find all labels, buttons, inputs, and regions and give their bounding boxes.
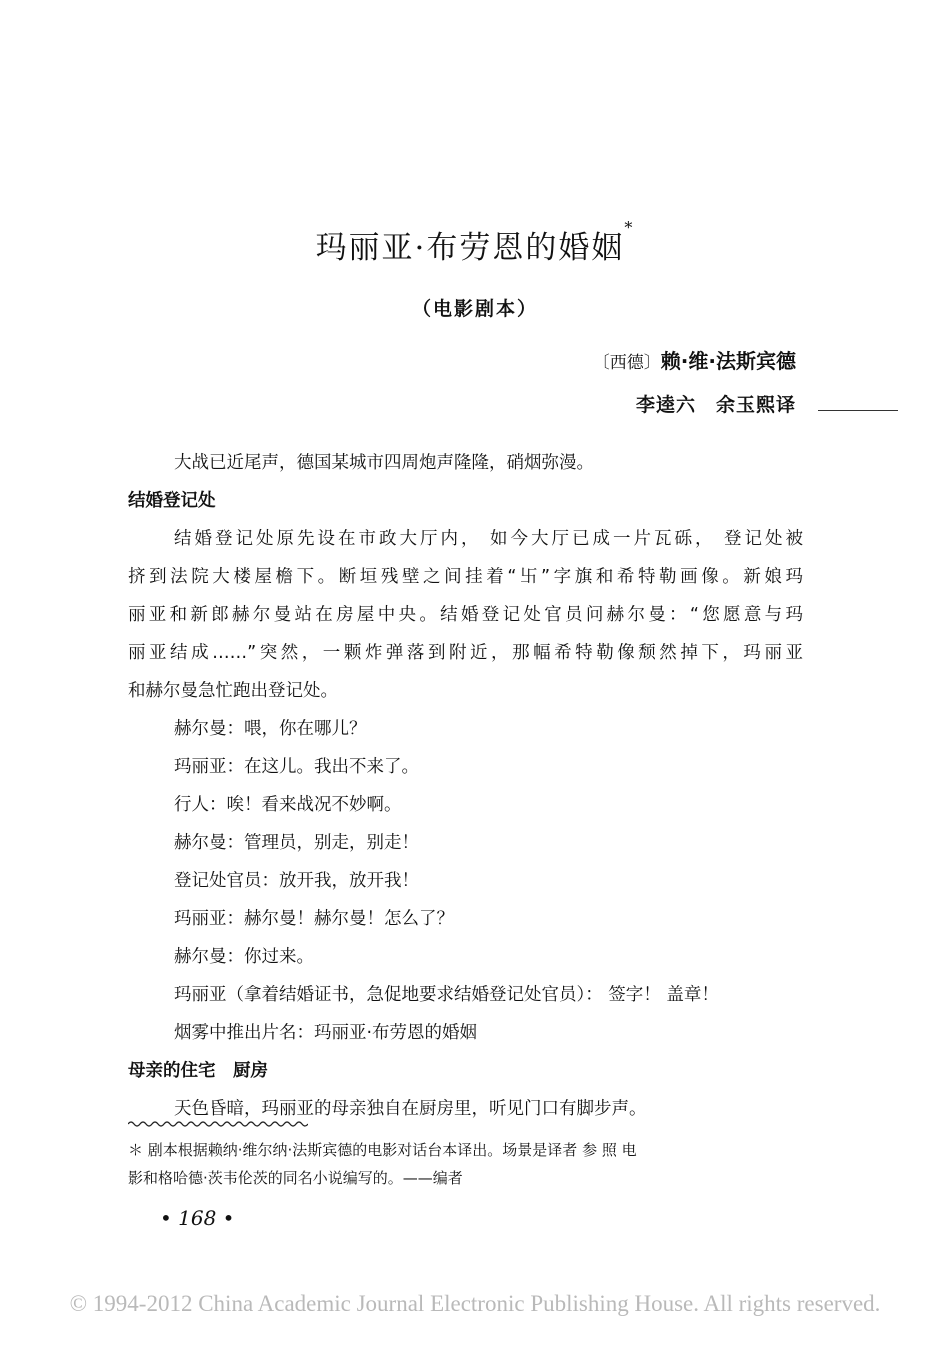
dialogue-line: 赫尔曼：喂，你在哪儿？ [174,719,367,739]
article-title-text: 玛丽亚·布劳恩的婚姻 [315,230,625,266]
dialogue-line: 行人：唉！看来战况不妙啊。 [174,795,402,815]
header-rule [818,410,898,411]
dialogue-line: 玛丽亚（拿着结婚证书，急促地要求结婚登记处官员）： 签字！ 盖章！ [174,985,719,1005]
paragraph-line: 结婚登记处原先设在市政大厅内， 如今大厅已成一片瓦砾， 登记处被 [174,529,803,549]
dialogue-line: 登记处官员：放开我，放开我！ [174,871,419,891]
copyright-watermark: © 1994-2012 China Academic Journal Electronic Publishing House. All rights reserved. [69,1291,881,1316]
title-footnote-mark: * [624,218,635,237]
dialogue-line: 烟雾中推出片名：玛丽亚·布劳恩的婚姻 [174,1023,478,1043]
dialogue-line: 赫尔曼：你过来。 [174,947,314,967]
translators-line: 李逵六 余玉熙译 [635,394,796,416]
page-number: • 168 • [160,1206,235,1230]
author-line [593,345,796,374]
author-name: 赖·维·法斯宾德 [660,349,796,373]
scene-heading-kitchen: 母亲的住宅 厨房 [128,1061,268,1081]
article-title [0,218,950,267]
paragraph-line: 丽亚和新郎赫尔曼站在房屋中央。结婚登记处官员问赫尔曼：“您愿意与玛 [128,605,803,625]
footnote-line: 影和格哈德·茨韦伦茨的同名小说编写的。——编者 [128,1169,463,1187]
paragraph-line: 和赫尔曼急忙跑出登记处。 [128,681,338,701]
footnote-line: ＊ 剧本根据赖纳·维尔纳·法斯宾德的电影对话台本译出。场景是译者 参 照 电 [128,1141,637,1159]
paragraph-line: 挤到法院大楼屋檐下。断垣残壁之间挂着“卐”字旗和希特勒画像。新娘玛 [128,567,803,587]
paragraph-line: 天色昏暗，玛丽亚的母亲独自在厨房里，听见门口有脚步声。 [174,1099,647,1119]
dialogue-line: 玛丽亚：赫尔曼！赫尔曼！怎么了？ [174,909,454,929]
intro-paragraph: 大战已近尾声，德国某城市四周炮声隆隆，硝烟弥漫。 [174,453,594,473]
body-text [128,444,803,1128]
dialogue-line: 赫尔曼：管理员，别走，别走！ [174,833,419,853]
dialogue-line: 玛丽亚：在这儿。我出不来了。 [174,757,419,777]
paragraph-line: 丽亚结成……”突然，一颗炸弹落到附近，那幅希特勒像颓然掉下，玛丽亚 [128,643,803,663]
article-subtitle: （电影剧本） [411,298,538,320]
footnote [128,1136,803,1192]
author-nationality: 〔西德〕 [592,353,661,373]
footnote-separator [128,1120,308,1128]
scene-heading-registry: 结婚登记处 [128,491,216,511]
